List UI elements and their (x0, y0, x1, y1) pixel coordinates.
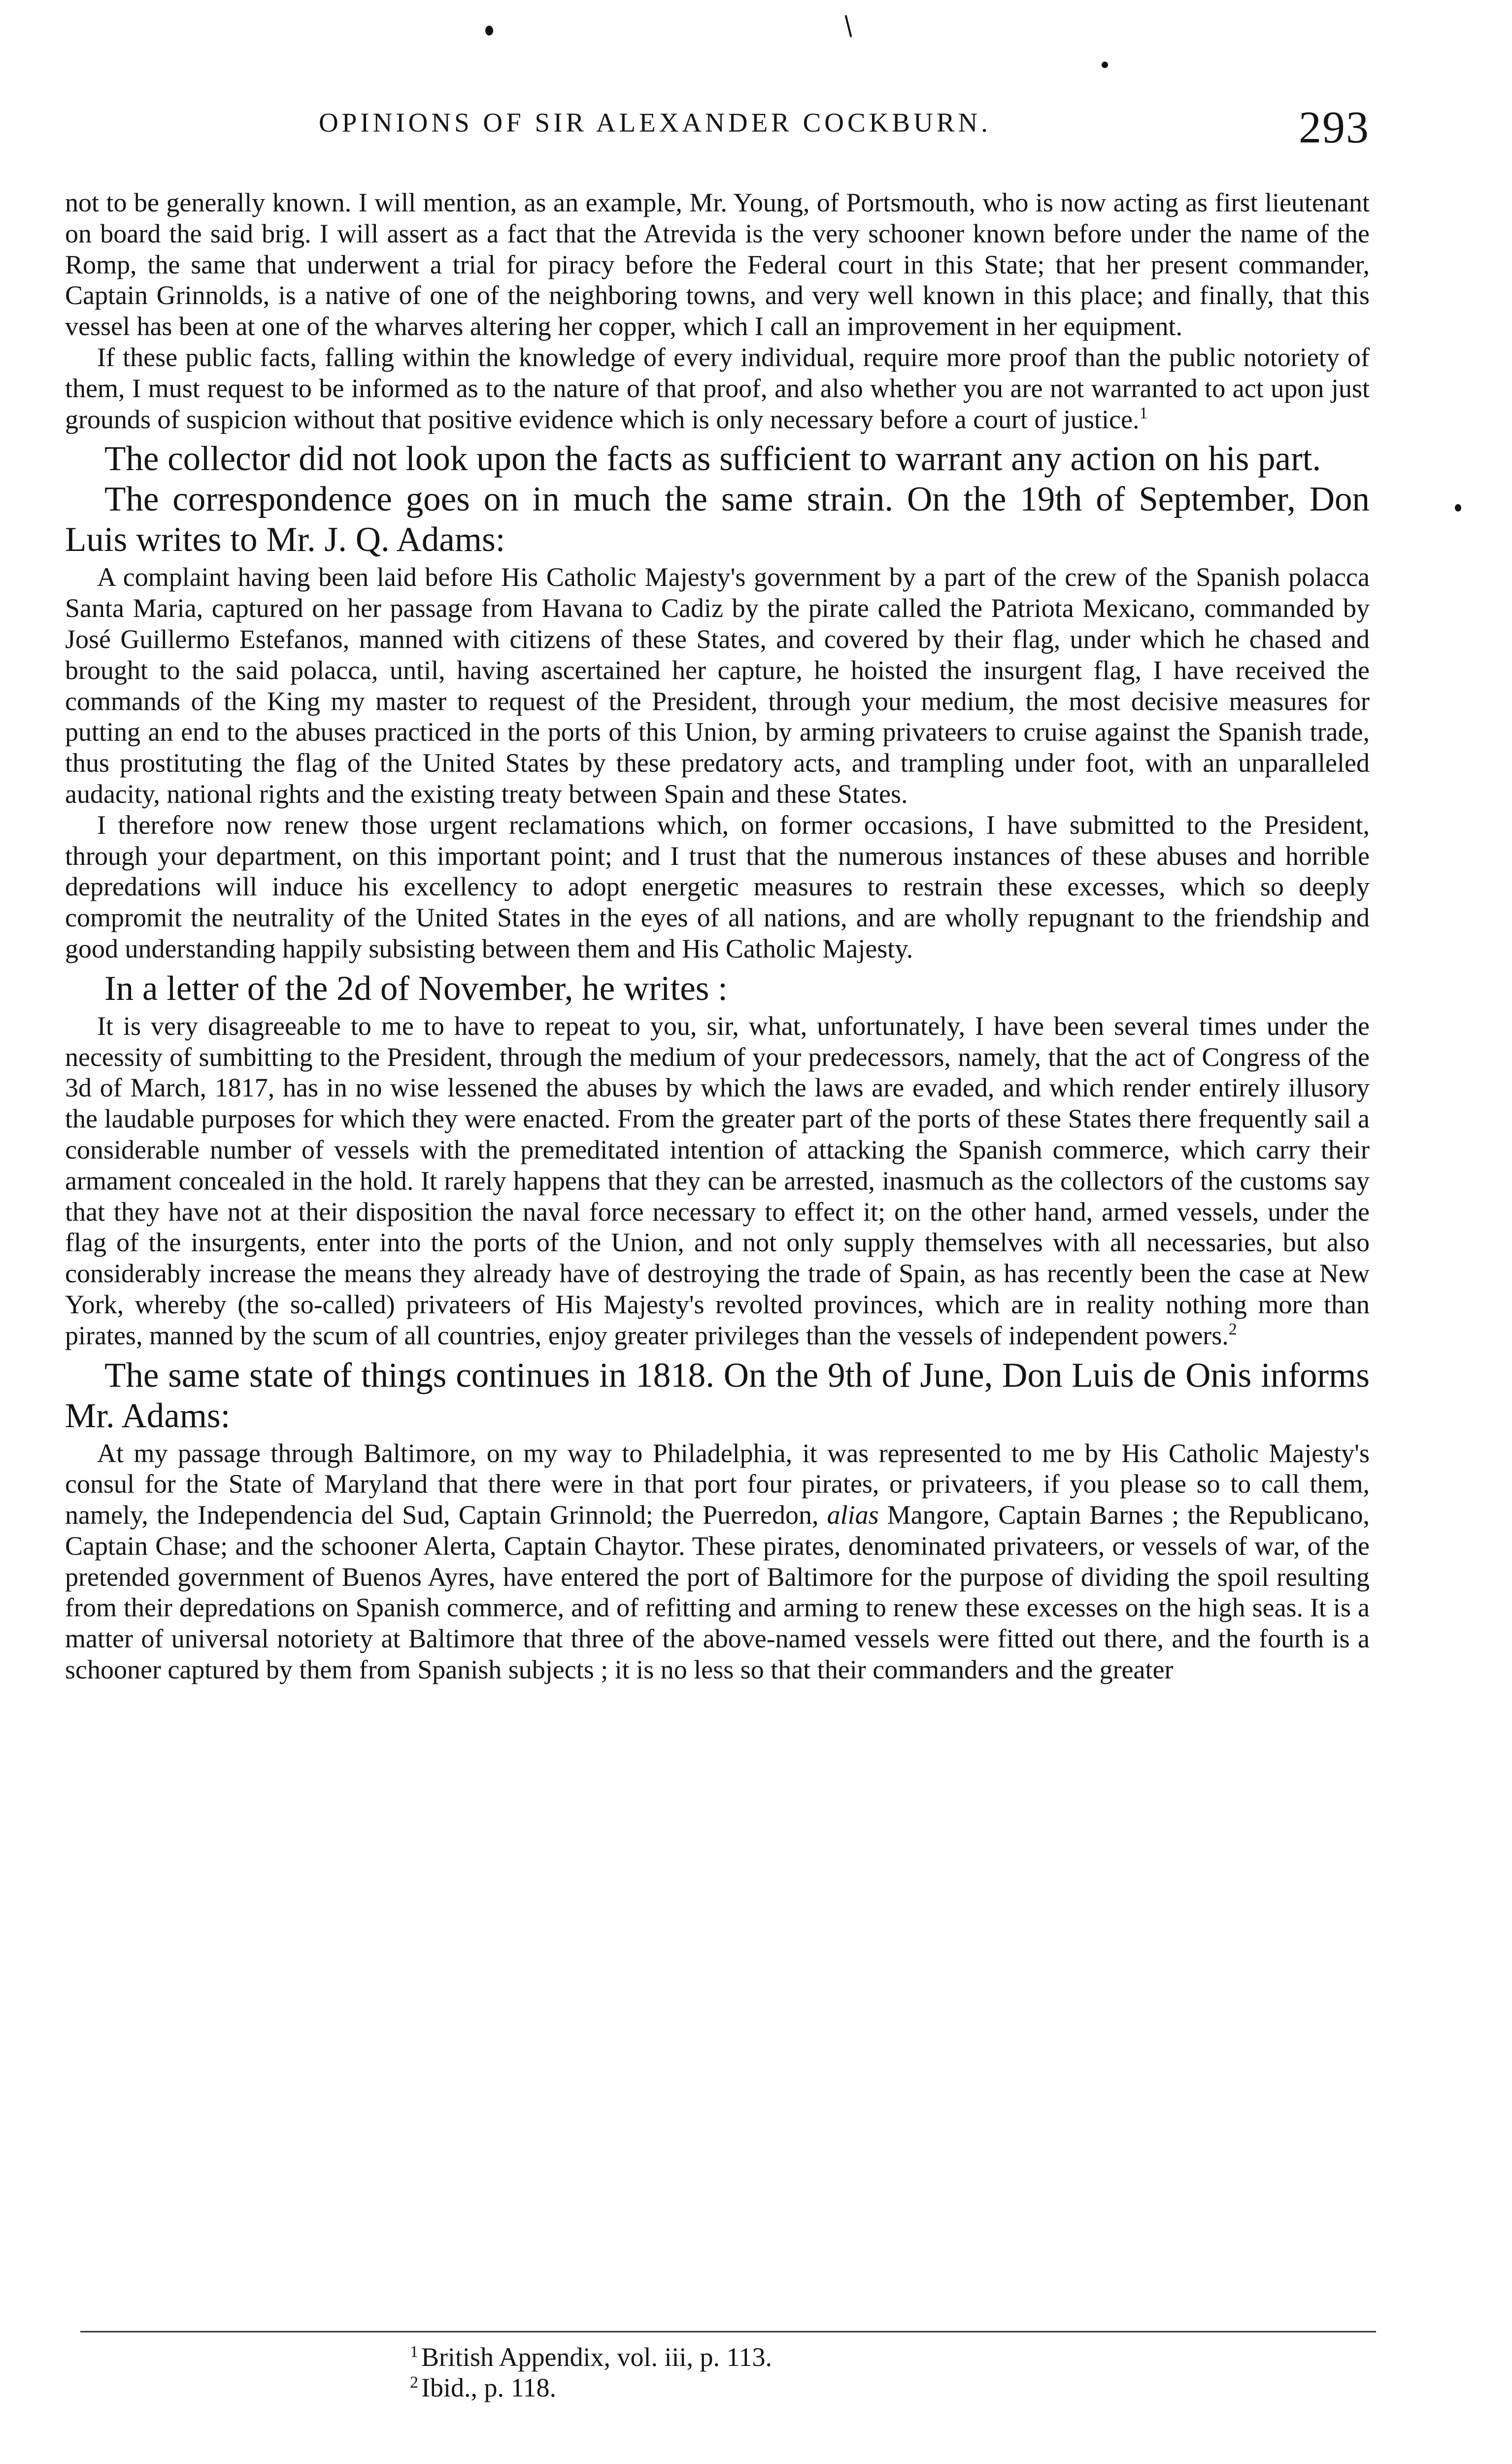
footnote (410, 2372, 1346, 2403)
quoted-letter-paragraph: not to be generally known. I will mention, as an example, Mr. Young, of Portsmouth, who is now acting as first lieutenant on board the said brig. I will assert as a fact that the Atrevida is the very schooner known before under the name of the Romp, the same that underwent a trial for piracy before the Federal court in this State; that her present commander, Captain Grinnolds, is a native of one of the neighboring towns, and very well known in this place; and finally, that this vessel has been at one of the wharves altering her copper, which I call an improvement in her equipment. (65, 188, 1370, 342)
quoted-letter-paragraph: If these public facts, falling within the knowledge of every individual, require more proof than the public notoriety of them, I must request to be informed as to the nature of that proof, and also whether you are not warranted to act upon just grounds of suspicion without that positive evidence which is only necessary before a court of justice.$^1$ (65, 342, 1370, 434)
speck-mark (1102, 62, 1108, 68)
quoted-letter-paragraph: At my passage through Baltimore, on my way to Philadelphia, it was represented to me by His Catholic Majesty's consul for the State of Maryland that there were in that port four pirates, or privateers, if you please so to call them, namely, the Independencia del Sud, Captain Grinnold; the Puerredon, alias Mangore, Captain Barnes ; the Republicano, Captain Chase; and the schooner Alerta, Captain Chaytor. These pirates, denominated privateers, or vessels of war, of the pretended government of Buenos Ayres, have entered the port of Baltimore for the purpose of dividing the spoil resulting from their depredations on Spanish commerce, and of refitting and arming to renew these excesses on the high seas. It is a matter of universal notoriety at Baltimore that three of the above-named vessels were fitted out there, and the fourth is a schooner captured by them from Spanish subjects ; it is no less so that their commanders and the greater (65, 1438, 1370, 1685)
footnote-text: British Appendix, vol. iii, p. 113. (421, 2342, 773, 2372)
footnote-marker: 1 (1139, 404, 1148, 422)
footnote (410, 2342, 1346, 2372)
quoted-letter-paragraph: A complaint having been laid before His Catholic Majesty's government by a part of the crew of the Spanish polacca Santa Maria, captured on her passage from Havana to Cadiz by the pirate called the Patriota Mexicano, commanded by José Guillermo Estefanos, manned with citizens of these States, and covered by their flag, under which he chased and brought to the said polacca, until, having ascertained her capture, he hoisted the insurgent flag, I have received the commands of the King my master to request of the President, through your medium, the most decisive measures for putting an end to the abuses practiced in the ports of this Union, by arming privateers to cruise against the Spanish trade, thus prostituting the flag of the United States by these predatory acts, and trampling under foot, with an unparalleled audacity, national rights and the existing treaty between Spain and these States. (65, 562, 1370, 809)
quoted-letter-paragraph: It is very disagreeable to me to have to repeat to you, sir, what, unfortunately, I have been several times under the necessity of sumbitting to the President, through the medium of your predecessors, namely, that the act of Congress of the 3d of March, 1817, has in no wise lessened the abuses by which the laws are evaded, and which render entirely illusory the laudable purposes for which they were enacted. From the greater part of the ports of these States there frequently sail a considerable number of vessels with the premeditated intention of attacking the Spanish commerce, which carry their armament concealed in the hold. It rarely happens that they can be arrested, inasmuch as the collectors of the customs say that they have not at their disposition the naval force necessary to effect it; on the other hand, armed vessels, under the flag of the insurgents, enter into the ports of the Union, and not only supply themselves with all necessaries, but also considerably increase the means they already have of destroying the trade of Spain, as has recently been the case at New York, whereby (the so-called) privateers of His Majesty's revolted provinces, which are in reality nothing more than pirates, manned by the scum of all countries, enjoy greater privileges than the vessels of independent powers.$^2$ (65, 1011, 1370, 1350)
narrative-paragraph: In a letter of the 2d of November, he writes : (104, 969, 728, 1008)
footnote-divider (80, 2331, 1376, 2332)
speck-mark (844, 15, 852, 37)
footnote-mark: 2 (410, 2373, 418, 2392)
speck-mark (1455, 504, 1461, 512)
footnote-marker: 2 (1228, 1320, 1237, 1338)
narrative-paragraph: The collector did not look upon the facts as sufficient to warrant any action on his part. (104, 440, 1321, 479)
narrative-paragraph: The same state of things continues in 1818. On the 9th of June, Don Luis de Onis informs Mr. Adams: (65, 1356, 1370, 1435)
page-number: 293 (1299, 102, 1370, 152)
quoted-letter-paragraph: I therefore now renew those urgent reclamations which, on former occasions, I have submitted to the President, through your department, on this important point; and I trust that the numerous instances of these abuses and horrible depredations will induce his excellency to adopt energetic measures to restrain these excesses, which so deeply compromit the neutrality of the United States in the eyes of all nations, and are wholly repugnant to the friendship and good understanding happily subsisting between them and His Catholic Majesty. (65, 810, 1370, 963)
footnotes (410, 2342, 1346, 2403)
narrative-paragraph: The correspondence goes on in much the same strain. On the 19th of September, Don Luis writes to Mr. J. Q. Adams: (65, 480, 1370, 559)
speck-mark (485, 26, 493, 35)
footnote-text: Ibid., p. 118. (421, 2373, 556, 2402)
running-header (65, 101, 1370, 150)
footnote-mark: 1 (410, 2343, 418, 2361)
body-text (65, 187, 1370, 1685)
running-title: OPINIONS OF SIR ALEXANDER COCKBURN. (319, 107, 991, 137)
